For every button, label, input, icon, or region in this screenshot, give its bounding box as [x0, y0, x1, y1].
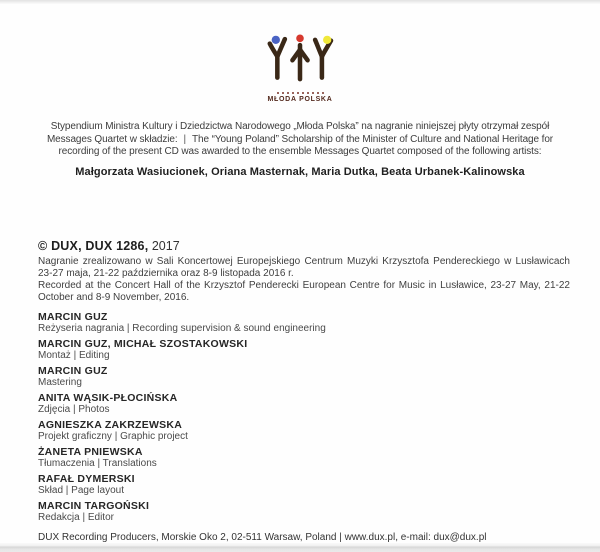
credit-entry [38, 392, 570, 415]
credit-name: RAFAŁ DYMERSKI [38, 472, 135, 485]
release-credits-block [38, 239, 570, 543]
credit-role: Zdjęcia | Photos [38, 403, 110, 415]
blue-dot [272, 36, 280, 44]
credit-name: MARCIN GUZ, MICHAŁ SZOSTAKOWSKI [38, 337, 248, 350]
logo-figures-icon [266, 33, 334, 89]
credit-name: ANITA WĄSIK-PŁOCIŃSKA [38, 391, 178, 404]
credit-entry [38, 365, 570, 388]
credit-entry [38, 500, 570, 523]
credit-name: MARCIN TARGOŃSKI [38, 499, 150, 512]
logo-caption: MŁODA POLSKA [267, 96, 333, 103]
credit-role: Mastering [38, 376, 82, 388]
credits-list [38, 311, 570, 523]
mloda-polska-logo [0, 33, 600, 103]
logo-dots [0, 92, 600, 94]
credit-role: Reżyseria nagrania | Recording supervision & sound engineering [38, 322, 326, 334]
footer-address: DUX Recording Producers, Morskie Oko 2, 02-511 Warsaw, Poland | www.dux.pl, e-mail: dux@dux.pl [38, 531, 487, 543]
credit-entry [38, 446, 570, 469]
catalog-line [38, 239, 570, 253]
credit-entry [38, 419, 570, 442]
credit-role: Projekt graficzny | Graphic project [38, 430, 188, 442]
credit-name: MARCIN GUZ [38, 364, 108, 377]
scan-edge-bottom [0, 543, 600, 552]
red-dot [296, 35, 304, 43]
recording-note-en: Recorded at the Concert Hall of the Krzysztof Penderecki European Centre for Music in Lusławice, 23-27 May, 21-22 October and 8-9 November, 2016. [38, 279, 570, 303]
artists-line: Małgorzata Wasiucionek, Oriana Masternak, Maria Dutka, Beata Urbanek-Kalinowska [75, 166, 525, 179]
credit-role: Redakcja | Editor [38, 511, 114, 523]
credit-name: AGNIESZKA ZAKRZEWSKA [38, 418, 183, 431]
catalog-year: 2017 [151, 239, 180, 253]
credit-entry [38, 311, 570, 334]
credit-entry [38, 338, 570, 361]
credit-role: Montaż | Editing [38, 349, 110, 361]
yellow-dot [323, 36, 331, 44]
credit-entry [38, 473, 570, 496]
credit-role: Skład | Page layout [38, 484, 124, 496]
credit-role: Tłumaczenia | Translations [38, 457, 157, 469]
credit-name: MARCIN GUZ [38, 310, 108, 323]
scan-edge-top [0, 0, 600, 4]
scholarship-separator: | [183, 133, 187, 145]
recording-note-pl: Nagranie zrealizowano w Sali Koncertowej Europejskiego Centrum Muzyki Krzysztofa Pendereckiego w Lusławicach 23-27 maja, 21-22 października oraz 8-9 listopada 2016 r. [38, 256, 570, 279]
scholarship-text-en: The “Young Poland” Scholarship of the Minister of Culture and National Heritage for recording of the present CD was awarded to the ensemble Messages Quartet composed of the following artists: [58, 133, 554, 158]
scholarship-paragraph [42, 121, 558, 179]
catalog-number: © DUX, DUX 1286, [38, 239, 149, 253]
credit-name: ŻANETA PNIEWSKA [38, 445, 143, 458]
scholarship-text-pl: Stypendium Ministra Kultury i Dziedzictwa Narodowego „Młoda Polska” na nagranie niniejszej płyty otrzymał zespół Messages Quartet w składzie: [46, 121, 550, 145]
